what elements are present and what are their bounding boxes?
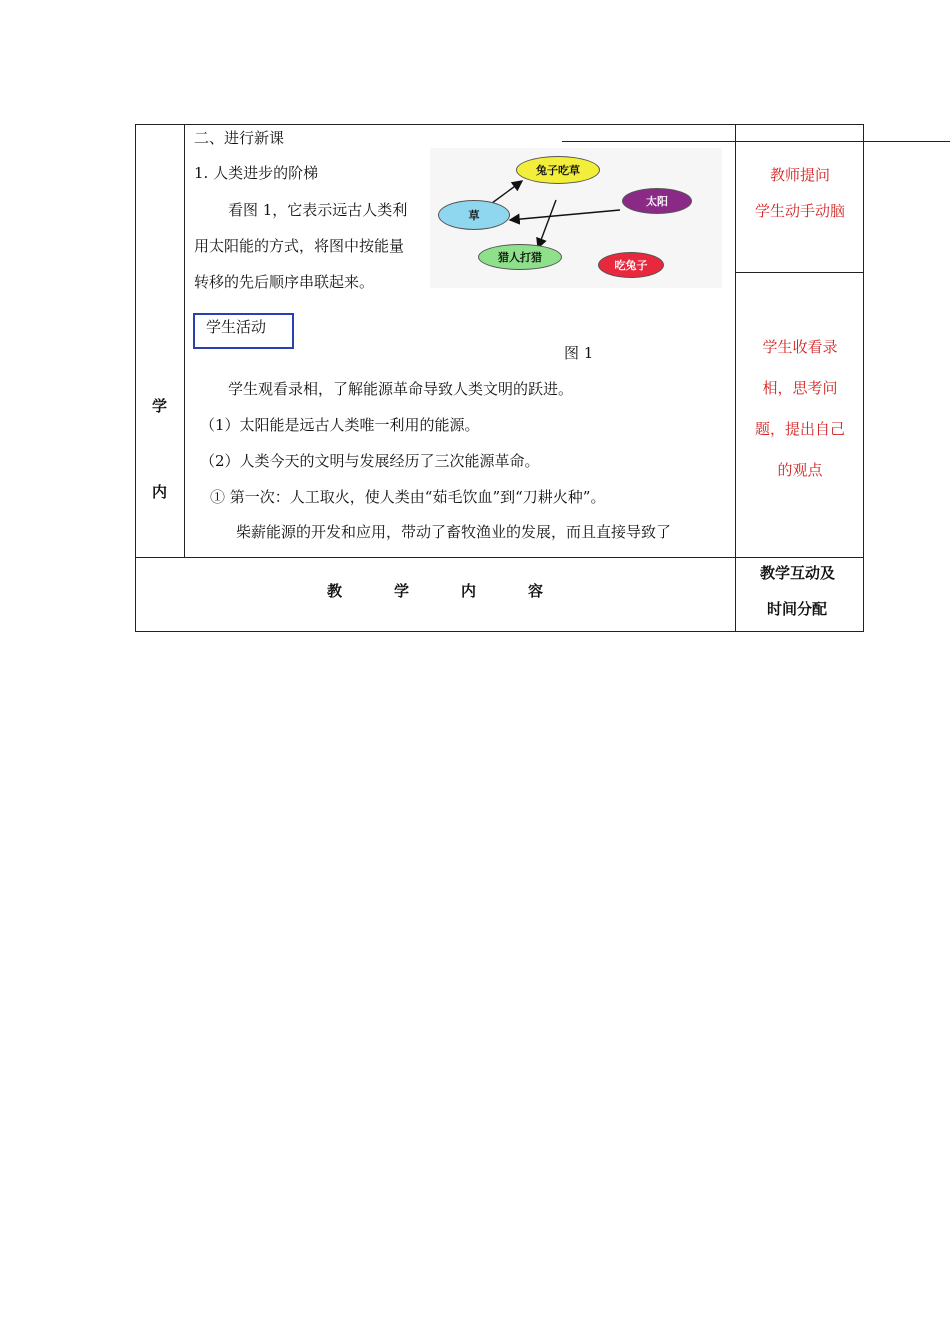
node-eat-rabbit: 吃兔子 [598, 252, 664, 278]
note2-line3: 题，提出自己 [754, 420, 845, 438]
note2-line1: 学生收看录 [762, 338, 838, 356]
footer-right-line1: 教学互动及 [760, 564, 836, 582]
item1: （1）太阳能是远古人类唯一利用的能源。 [200, 416, 480, 434]
footer-char-2: 学 [394, 582, 410, 600]
divider-left-column [184, 124, 185, 558]
arrow-rabbit-to-hunter [538, 200, 556, 248]
footer-char-3: 内 [461, 582, 477, 600]
node-grass: 草 [438, 200, 510, 230]
side-label-top: 学 [152, 397, 168, 415]
activity-label: 学生活动 [206, 318, 267, 336]
note1-line1: 教师提问 [769, 166, 830, 184]
note2-line2: 相，思考问 [762, 379, 838, 397]
subheading: 1. 人类进步的阶梯 [194, 164, 319, 182]
para2: 学生观看录相，了解能源革命导致人类文明的跃进。 [228, 380, 574, 398]
energy-diagram [430, 148, 722, 288]
section-heading: 二、进行新课 [194, 129, 285, 147]
side-label-bottom: 内 [152, 483, 168, 501]
footer-char-1: 教 [327, 582, 343, 600]
figure-caption: 图 1 [564, 344, 594, 362]
note1 [736, 157, 864, 229]
para1-line3: 转移的先后顺序串联起来。 [194, 273, 375, 291]
item4: 柴薪能源的开发和应用，带动了畜牧渔业的发展，而且直接导致了 [236, 523, 672, 541]
item3: ① 第一次：人工取火，使人类由“茹毛饮血”到“刀耕火种”。 [210, 488, 606, 506]
divider-footer [135, 557, 864, 558]
note2 [736, 327, 864, 491]
para1-line1: 看图 1，它表示远古人类利 [228, 201, 408, 219]
para1-line2: 用太阳能的方式，将图中按能量 [194, 237, 405, 255]
item2: （2）人类今天的文明与发展经历了三次能源革命。 [200, 452, 540, 470]
stray-line [562, 141, 950, 142]
footer-right-line2: 时间分配 [767, 600, 828, 618]
node-rabbit-eats-grass: 兔子吃草 [516, 156, 600, 184]
note2-line4: 的观点 [777, 461, 823, 479]
footer-char-4: 容 [528, 582, 544, 600]
arrow-sun-to-grass [510, 210, 620, 220]
divider-notes [735, 272, 864, 273]
node-sun: 太阳 [622, 188, 692, 214]
note1-line2: 学生动手动脑 [754, 202, 845, 220]
node-hunter: 猎人打猎 [478, 244, 562, 270]
